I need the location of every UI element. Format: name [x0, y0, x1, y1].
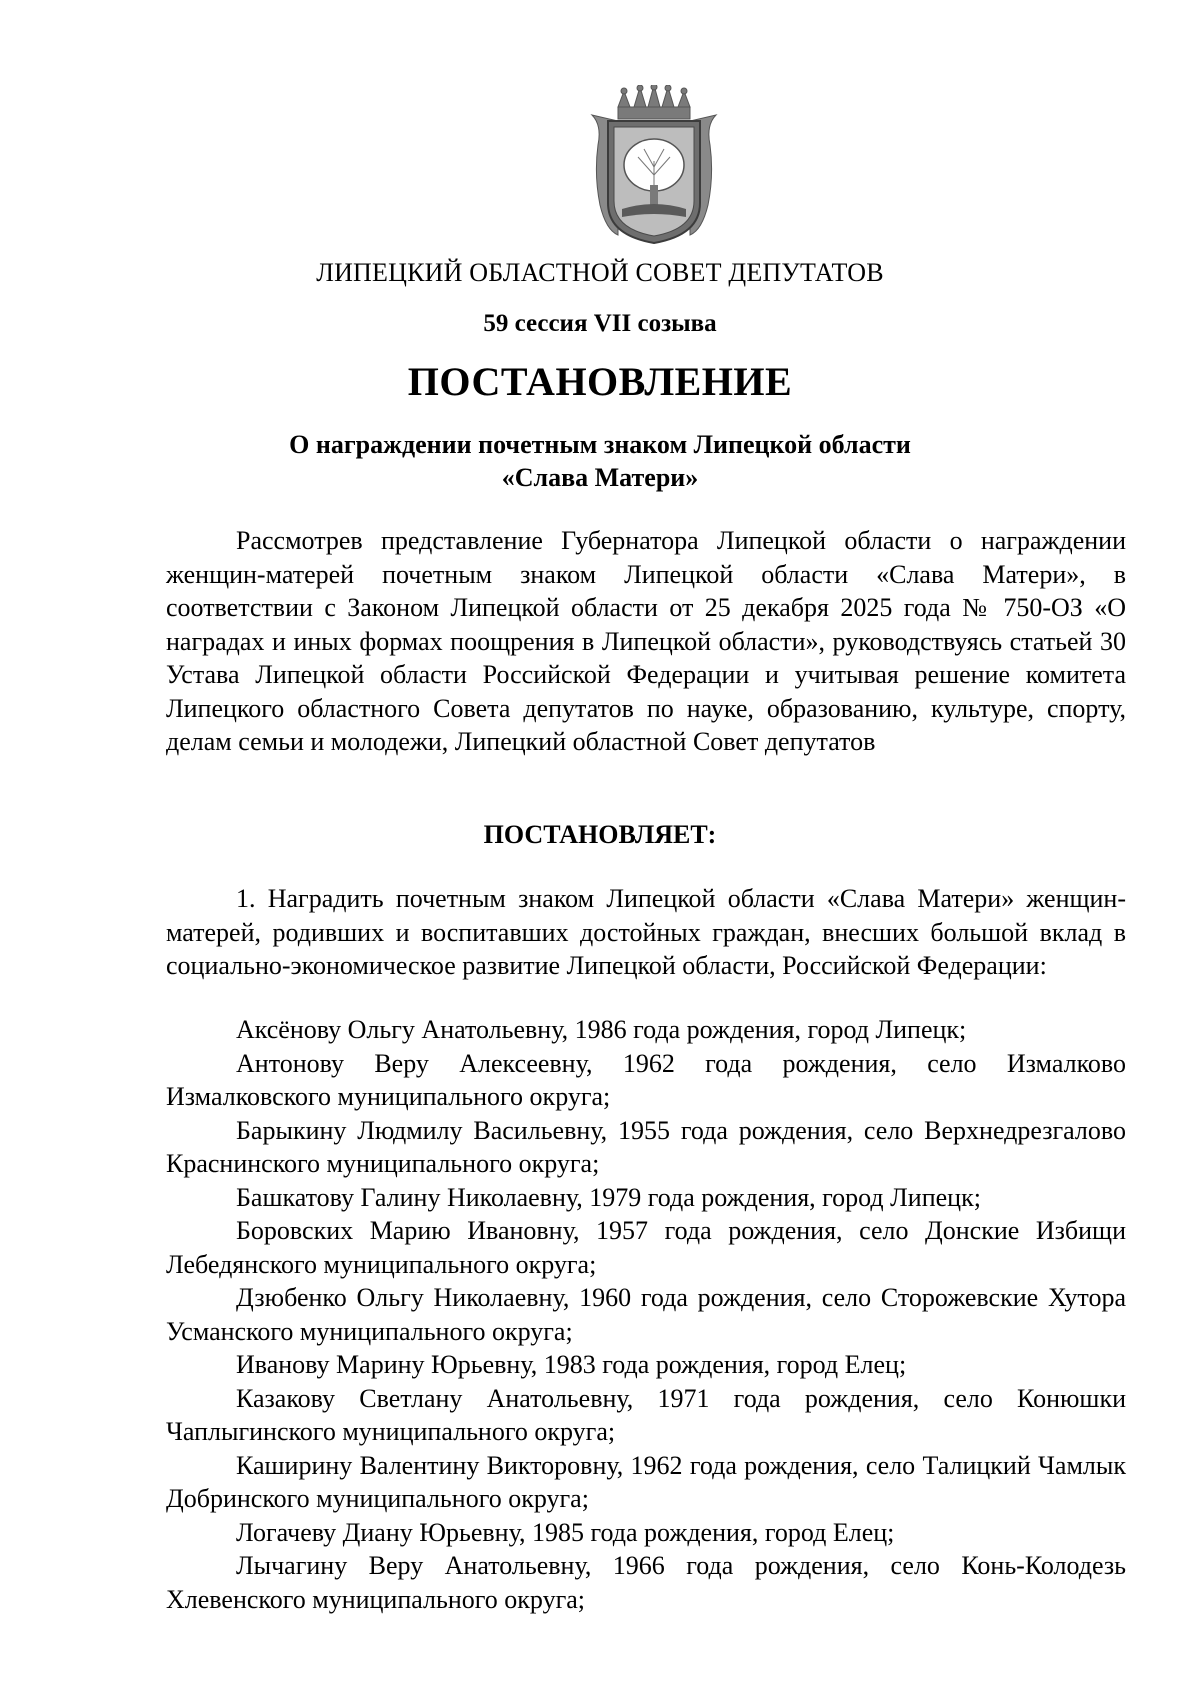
list-item: Дзюбенко Ольгу Николаевну, 1960 года рождения, село Сторожевские Хутора Усманского муниципального округа;: [166, 1283, 1126, 1346]
coat-of-arms-icon: [588, 85, 720, 247]
session-label: 59 сессия VII созыва: [483, 310, 717, 337]
list-item: Лычагину Веру Анатольевну, 1966 года рождения, село Конь-Колодезь Хлевенского муниципального округа;: [166, 1551, 1126, 1614]
awardee-list: [166, 1013, 1126, 1616]
list-item: Иванову Марину Юрьевну, 1983 года рождения, город Елец;: [236, 1350, 907, 1379]
preamble-paragraph: Рассмотрев представление Губернатора Липецкой области о награждении женщин-матерей почетным знаком Липецкой области «Слава Матери», в соответствии с Законом Липецкой области от 25 декабря 2025 года № 750-ОЗ «О наградах и иных формах поощрения в Липецкой области», руководствуясь статьей 30 Устава Липецкой области Российской Федерации и учитывая решение комитета Липецкого областного Совета депутатов по науке, образованию, культуре, спорту, делам семьи и молодежи, Липецкий областной Совет депутатов: [166, 526, 1126, 756]
council-name: ЛИПЕЦКИЙ ОБЛАСТНОЙ СОВЕТ ДЕПУТАТОВ: [316, 258, 884, 287]
list-item: Каширину Валентину Викторовну, 1962 года рождения, село Талицкий Чамлык Добринского муниципального округа;: [166, 1450, 1126, 1513]
list-item: Казакову Светлану Анатольевну, 1971 года рождения, село Конюшки Чаплыгинского муниципального округа;: [166, 1383, 1126, 1446]
list-item: Барыкину Людмилу Васильевну, 1955 года рождения, село Верхнедрезгалово Краснинского муниципального округа;: [166, 1115, 1126, 1178]
list-item: Антонову Веру Алексеевну, 1962 года рождения, село Измалково Измалковского муниципального округа;: [166, 1048, 1126, 1111]
document-title: [0, 428, 1200, 494]
list-item: Логачеву Диану Юрьевну, 1985 года рождения, город Елец;: [236, 1517, 895, 1547]
title-line-2: «Слава Матери»: [501, 463, 699, 492]
resolution-item-1: 1. Наградить почетным знаком Липецкой области «Слава Матери» женщин-матерей, родивших и воспитавших достойных граждан, внесших большой вклад в социально-экономическое развитие Липецкой области, Российской Федерации:: [166, 884, 1126, 980]
title-line-1: О награждении почетным знаком Липецкой области: [289, 430, 911, 459]
resolves-heading: ПОСТАНОВЛЯЕТ:: [483, 820, 717, 849]
document-type: ПОСТАНОВЛЕНИЕ: [407, 359, 793, 404]
list-item: Аксёнову Ольгу Анатольевну, 1986 года рождения, город Липецк;: [236, 1015, 967, 1044]
list-item: Башкатову Галину Николаевну, 1979 года рождения, город Липецк;: [236, 1182, 981, 1212]
list-item: Боровских Марию Ивановну, 1957 года рождения, село Донские Избищи Лебедянского муниципального округа;: [166, 1216, 1126, 1279]
